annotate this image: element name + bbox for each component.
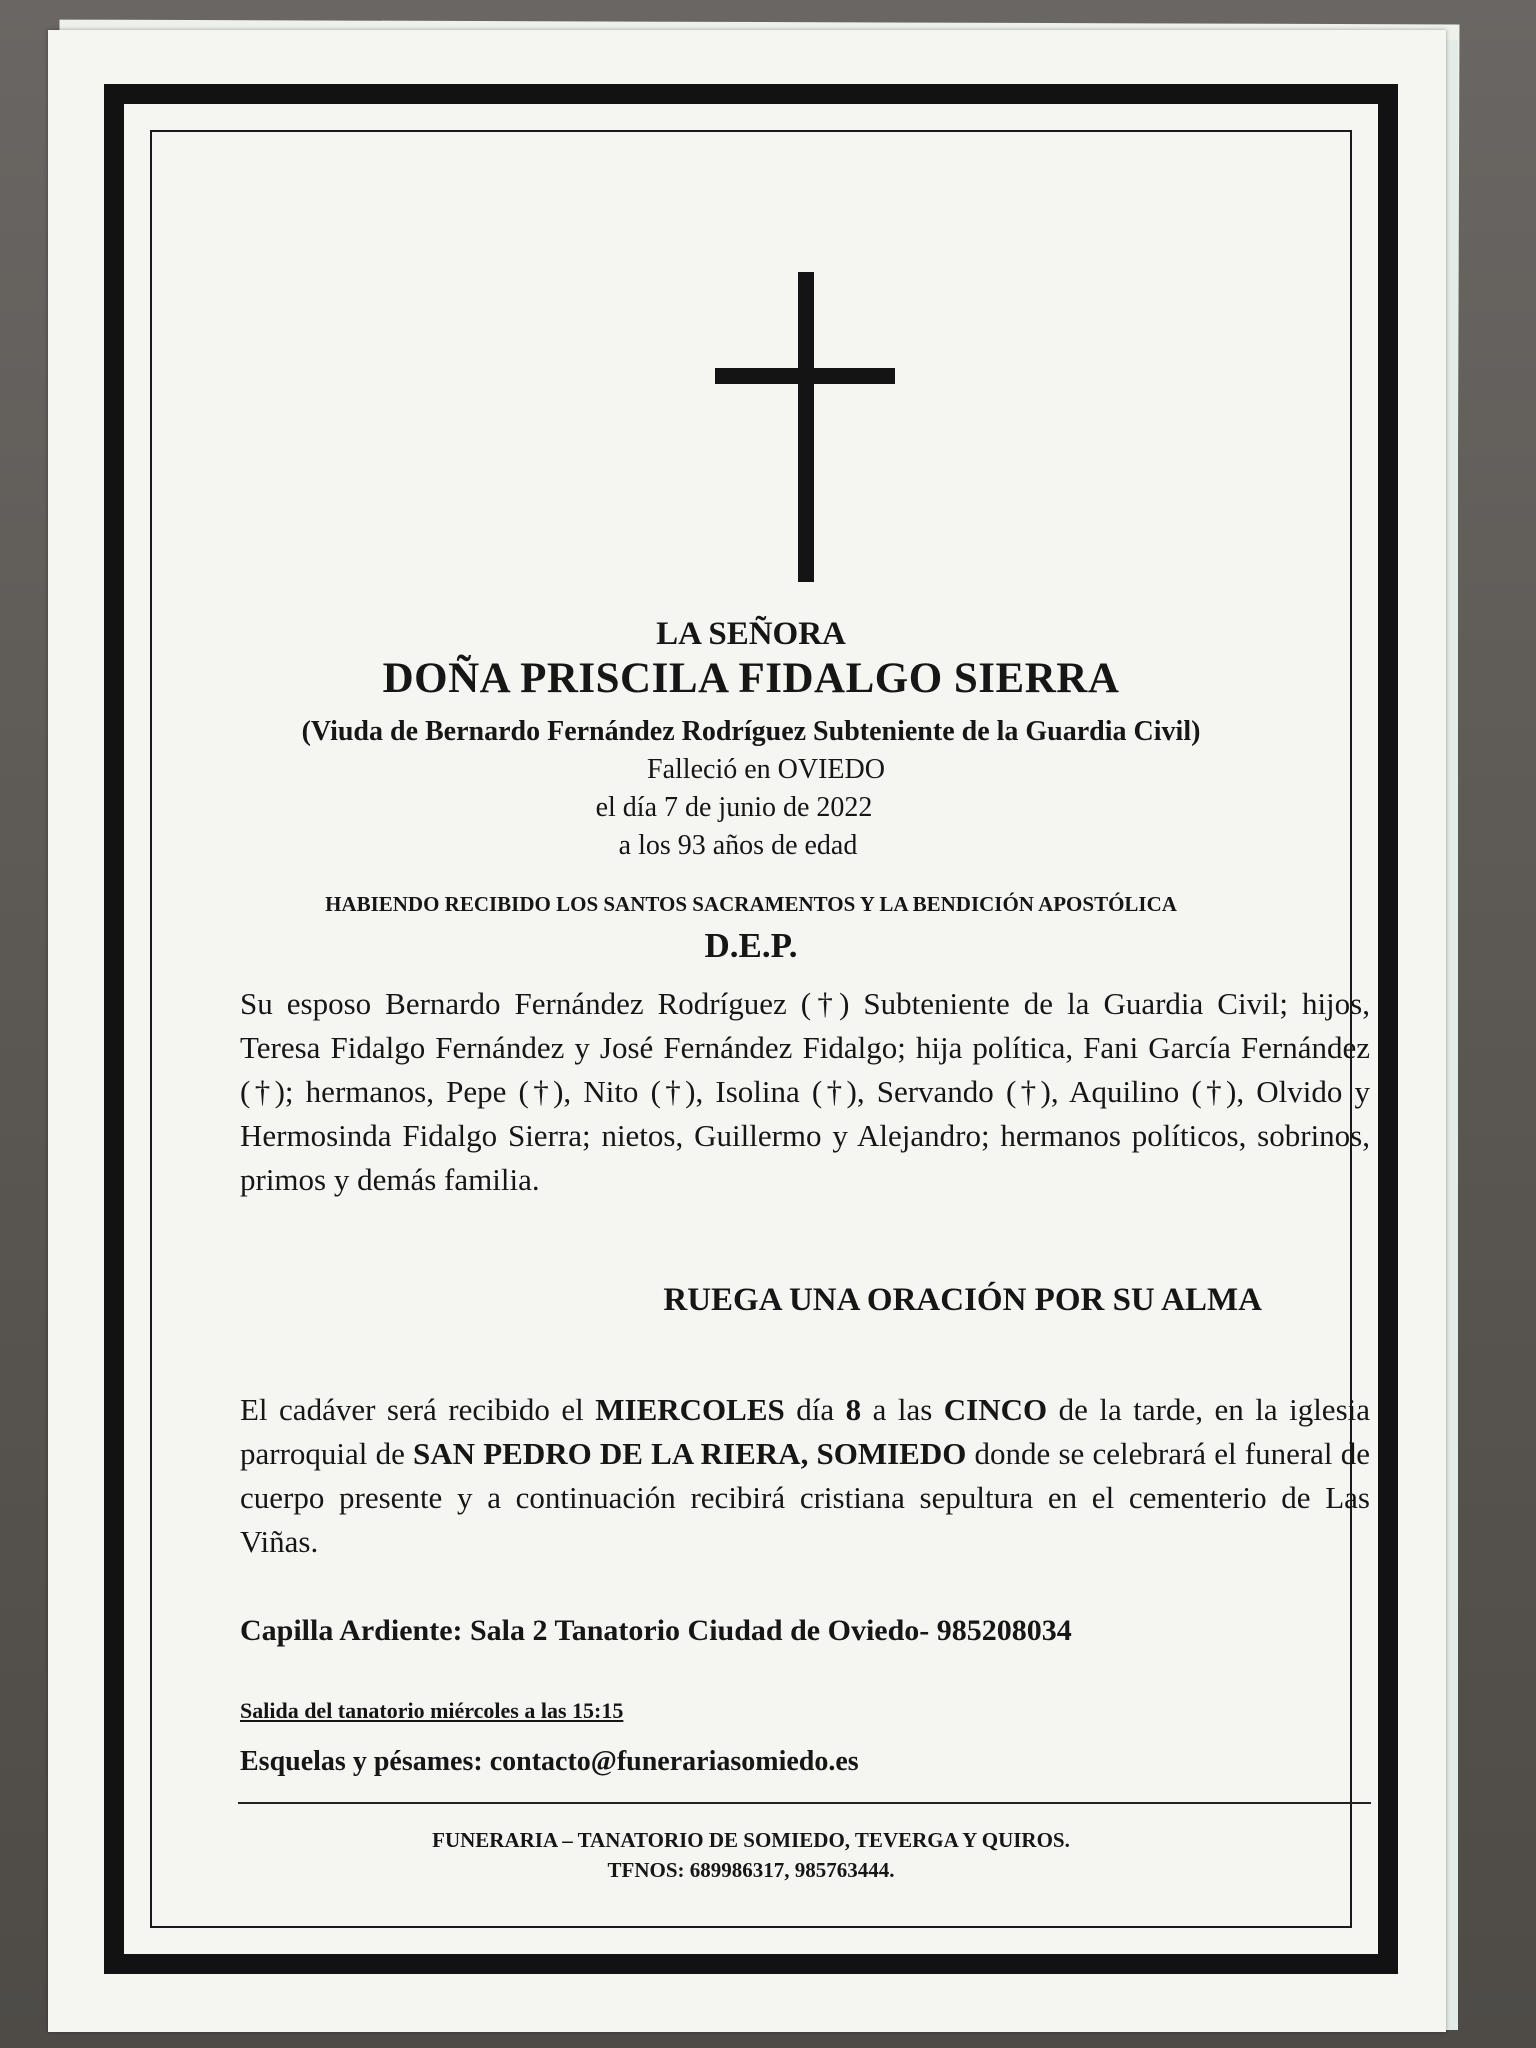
prayer-request: RUEGA UNA ORACIÓN POR SU ALMA [663,1282,1262,1318]
departure-info: Salida del tanatorio miércoles a las 15:15 [240,1698,624,1723]
mourning-border [104,84,1398,1974]
funeral-day-number: 8 [845,1392,862,1427]
condolences-label: Esquelas y pésames: [240,1746,483,1777]
funeral-text-2: día [784,1392,846,1427]
age-at-death: a los 93 años de edad [618,830,858,861]
death-date: el día 7 de junio de 2022 [595,792,873,823]
family-paragraph: Su esposo Bernardo Fernández Rodríguez (†) Subteniente de la Guardia Civil; hijos, Teresa Fidalgo Fernández y José Fernández Fidalgo; hija política, Fani García Fernández (†); hermanos, Pepe (†), Nito (†), Isolina (†), Servando (†), Aquilino (†), Olvido y Hermosinda Fidalgo Sierra; nietos, Guillermo y Alejandro; hermanos políticos, sobrinos, primos y demás familia. [240,986,1370,1197]
cross-vertical-bar [798,272,814,582]
funeral-day: MIERCOLES [595,1392,785,1427]
funeral-text-4: de la tarde, en la iglesia parroquial de [240,1392,1371,1471]
funeral-home-name: FUNERARIA – TANATORIO DE SOMIEDO, TEVERGA Y QUIROS. [432,1828,1070,1852]
funeral-text-1: El cadáver será recibido el [240,1392,596,1427]
funeral-church: SAN PEDRO DE LA RIERA, SOMIEDO [413,1436,967,1471]
dep-heading: D.E.P. [704,926,798,965]
funeral-hour: CINCO [943,1392,1048,1427]
condolences-email: contacto@funerariasomiedo.es [482,1746,859,1777]
cross-horizontal-bar [715,368,895,384]
footer-divider [238,1802,1371,1804]
title-prefix: LA SEÑORA [656,616,846,652]
inner-border [150,130,1371,1928]
sacraments-note: HABIENDO RECIBIDO LOS SANTOS SACRAMENTOS Y LA BENDICIÓN APOSTÓLICA [325,892,1177,916]
funeral-home-phones: TFNOS: 689986317, 985763444. [607,1858,895,1882]
deceased-name: DOÑA PRISCILA FIDALGO SIERRA [382,655,1120,702]
funeral-text-3: a las [861,1392,944,1427]
chapel-info: Capilla Ardiente: Sala 2 Tanatorio Ciudad de Oviedo- 985208034 [240,1614,1072,1647]
widow-note: (Viuda de Bernardo Fernández Rodríguez Subteniente de la Guardia Civil) [301,716,1201,747]
funeral-paragraph [240,1388,1370,1564]
death-place: Falleció en OVIEDO [647,754,885,785]
funeral-text-5: donde se celebrará el funeral de cuerpo presente y a continuación recibirá cristiana sepultura en el cementerio de Las Viñas. [240,1436,1370,1559]
obituary-sheet [48,30,1446,2032]
condolences-line [240,1746,859,1778]
